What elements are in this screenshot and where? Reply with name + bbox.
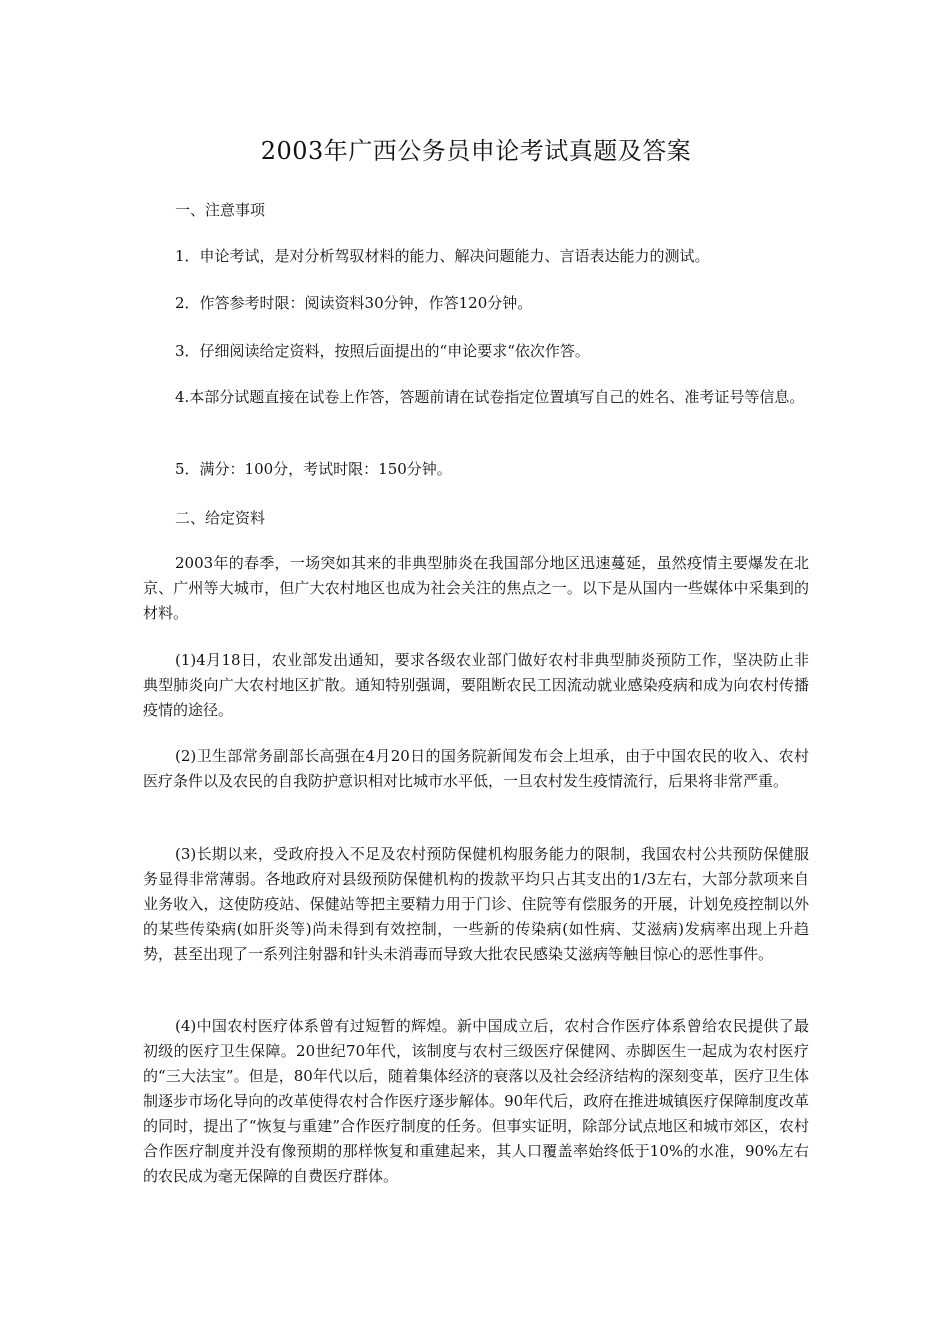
note-item-4: 4.本部分试题直接在试卷上作答，答题前请在试卷指定位置填写自己的姓名、准考证号等信息。 <box>175 388 805 406</box>
material-item-2: (2)卫生部常务副部长高强在4月20日的国务院新闻发布会上坦承，由于中国农民的收入、农村医疗条件以及农民的自我防护意识相对比城市水平低，一旦农村发生疫情流行，后果将非常严重。 <box>143 747 809 790</box>
material-item-4: (4)中国农村医疗体系曾有过短暂的辉煌。新中国成立后，农村合作医疗体系曾给农民提供了最初级的医疗卫生保障。20世纪70年代，该制度与农村三级医疗保健网、赤脚医生一起成为农村医疗的“三大法宝”。但是，80年代以后，随着集体经济的衰落以及社会经济结构的深刻变革，医疗卫生体制逐步市场化导向的改革使得农村合作医疗逐步解体。90年代后，政府在推进城镇医疗保障制度改革的同时，提出了“恢复与重建”合作医疗制度的任务。但事实证明，除部分试点地区和城市郊区，农村合作医疗制度并没有像预期的那样恢复和重建起来，其人口覆盖率始终低于10%的水准，90%左右的农民成为毫无保障的自费医疗群体。 <box>143 1017 809 1185</box>
section-heading-materials: 二、给定资料 <box>175 509 266 527</box>
note-item-5: 5．满分：100分，考试时限：150分钟。 <box>175 460 452 478</box>
note-item-3: 3．仔细阅读给定资料，按照后面提出的“申论要求“依次作答。 <box>175 342 590 360</box>
material-item-3: (3)长期以来，受政府投入不足及农村预防保健机构服务能力的限制，我国农村公共预防保健服务显得非常薄弱。各地政府对县级预防保健机构的拨款平均只占其支出的1/3左右，大部分款项来自业务收入，这使防疫站、保健站等把主要精力用于门诊、住院等有偿服务的开展，计划免疫控制以外的某些传染病(如肝炎等)尚未得到有效控制，一些新的传染病(如性病、艾滋病)发病率出现上升趋势，甚至出现了一系列注射器和针头未消毒而导致大批农民感染艾滋病等触目惊心的恶性事件。 <box>143 845 809 963</box>
material-intro: 2003年的春季，一场突如其来的非典型肺炎在我国部分地区迅速蔓延，虽然疫情主要爆发在北京、广州等大城市，但广大农村地区也成为社会关注的焦点之一。以下是从国内一些媒体中采集到的材料。 <box>143 554 809 622</box>
document-title: 2003年广西公务员申论考试真题及答案 <box>260 137 692 165</box>
note-item-2: 2．作答参考时限：阅读资料30分钟，作答120分钟。 <box>175 294 533 312</box>
section-heading-notes: 一、注意事项 <box>175 201 266 219</box>
document-page <box>143 0 809 1344</box>
material-item-1: (1)4月18日，农业部发出通知，要求各级农业部门做好农村非典型肺炎预防工作，坚决防止非典型肺炎向广大农村地区扩散。通知特别强调，要阻断农民工因流动就业感染疫病和成为向农村传播疫情的途径。 <box>143 651 809 719</box>
note-item-1: 1．申论考试，是对分析驾驭材料的能力、解决问题能力、言语表达能力的测试。 <box>175 247 710 265</box>
